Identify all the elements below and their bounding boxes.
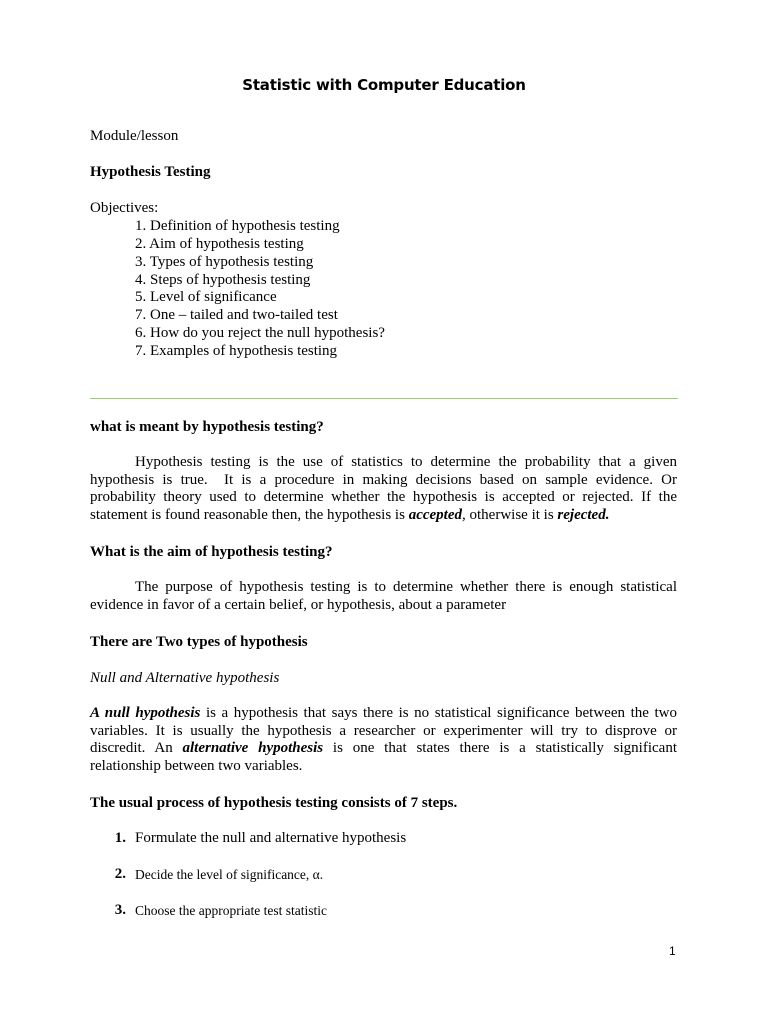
term-null-hypothesis: A null hypothesis [90,705,201,721]
step-text: Choose the appropriate test statistic [135,903,327,918]
paragraph-text: Hypothesis testing is the use of statistics to determine the probability that a given hypothesis is true. It is a procedure in making decisions based on sample evidence. Or probability theory used to determine whether the hypothesis is accepted or rejected. If the statement is found reasonable then, the hypothesis is [90,454,677,523]
section-heading-types: There are Two types of hypothesis [90,634,308,650]
section-heading-aim: What is the aim of hypothesis testing? [90,544,333,560]
objective-item: 3. Types of hypothesis testing [135,254,314,270]
paragraph-text: is one that states there is a statistically significant relationship between two variables. [90,740,677,774]
document-title: Statistic with Computer Education [242,76,526,94]
objective-item: 4. Steps of hypothesis testing [135,272,311,288]
aim-paragraph: The purpose of hypothesis testing is to determine whether there is enough statistical evidence in favor of a certain belief, or hypothesis, about a parameter [90,579,677,613]
lesson-title: Hypothesis Testing [90,164,211,180]
objectives-label: Objectives: [90,200,159,216]
emphasis-rejected: rejected. [557,506,610,523]
types-paragraph [90,705,677,775]
step-number: 1. [114,830,126,846]
paragraph-text: is a hypothesis that says there is no statistical significance between the two variables. It is usually the hypothesis a researcher or experimenter will try to disprove or discredit. An [90,705,677,757]
definition-paragraph [90,454,677,524]
section-heading-steps: The usual process of hypothesis testing consists of 7 steps. [90,795,458,811]
objective-item: 7. One – tailed and two-tailed test [135,307,338,323]
objective-item: 5. Level of significance [135,289,277,305]
term-alternative-hypothesis: alternative hypothesis [182,740,324,757]
step-text: Formulate the null and alternative hypothesis [135,830,407,846]
emphasis-accepted: accepted [408,506,462,523]
page-number: 1 [669,944,676,958]
step-text: Decide the level of significance, α. [135,867,324,882]
step-number: 2. [114,866,126,882]
objective-item: 7. Examples of hypothesis testing [135,343,338,359]
objective-item: 1. Definition of hypothesis testing [135,218,340,234]
horizontal-divider [90,398,678,399]
objective-item: 2. Aim of hypothesis testing [135,236,304,252]
paragraph-text: , otherwise it is [462,506,558,523]
objective-item: 6. How do you reject the null hypothesis? [135,325,385,341]
section-heading-definition: what is meant by hypothesis testing? [90,419,324,435]
step-number: 3. [114,902,126,918]
module-label: Module/lesson [90,128,179,144]
types-subheading: Null and Alternative hypothesis [90,670,280,686]
